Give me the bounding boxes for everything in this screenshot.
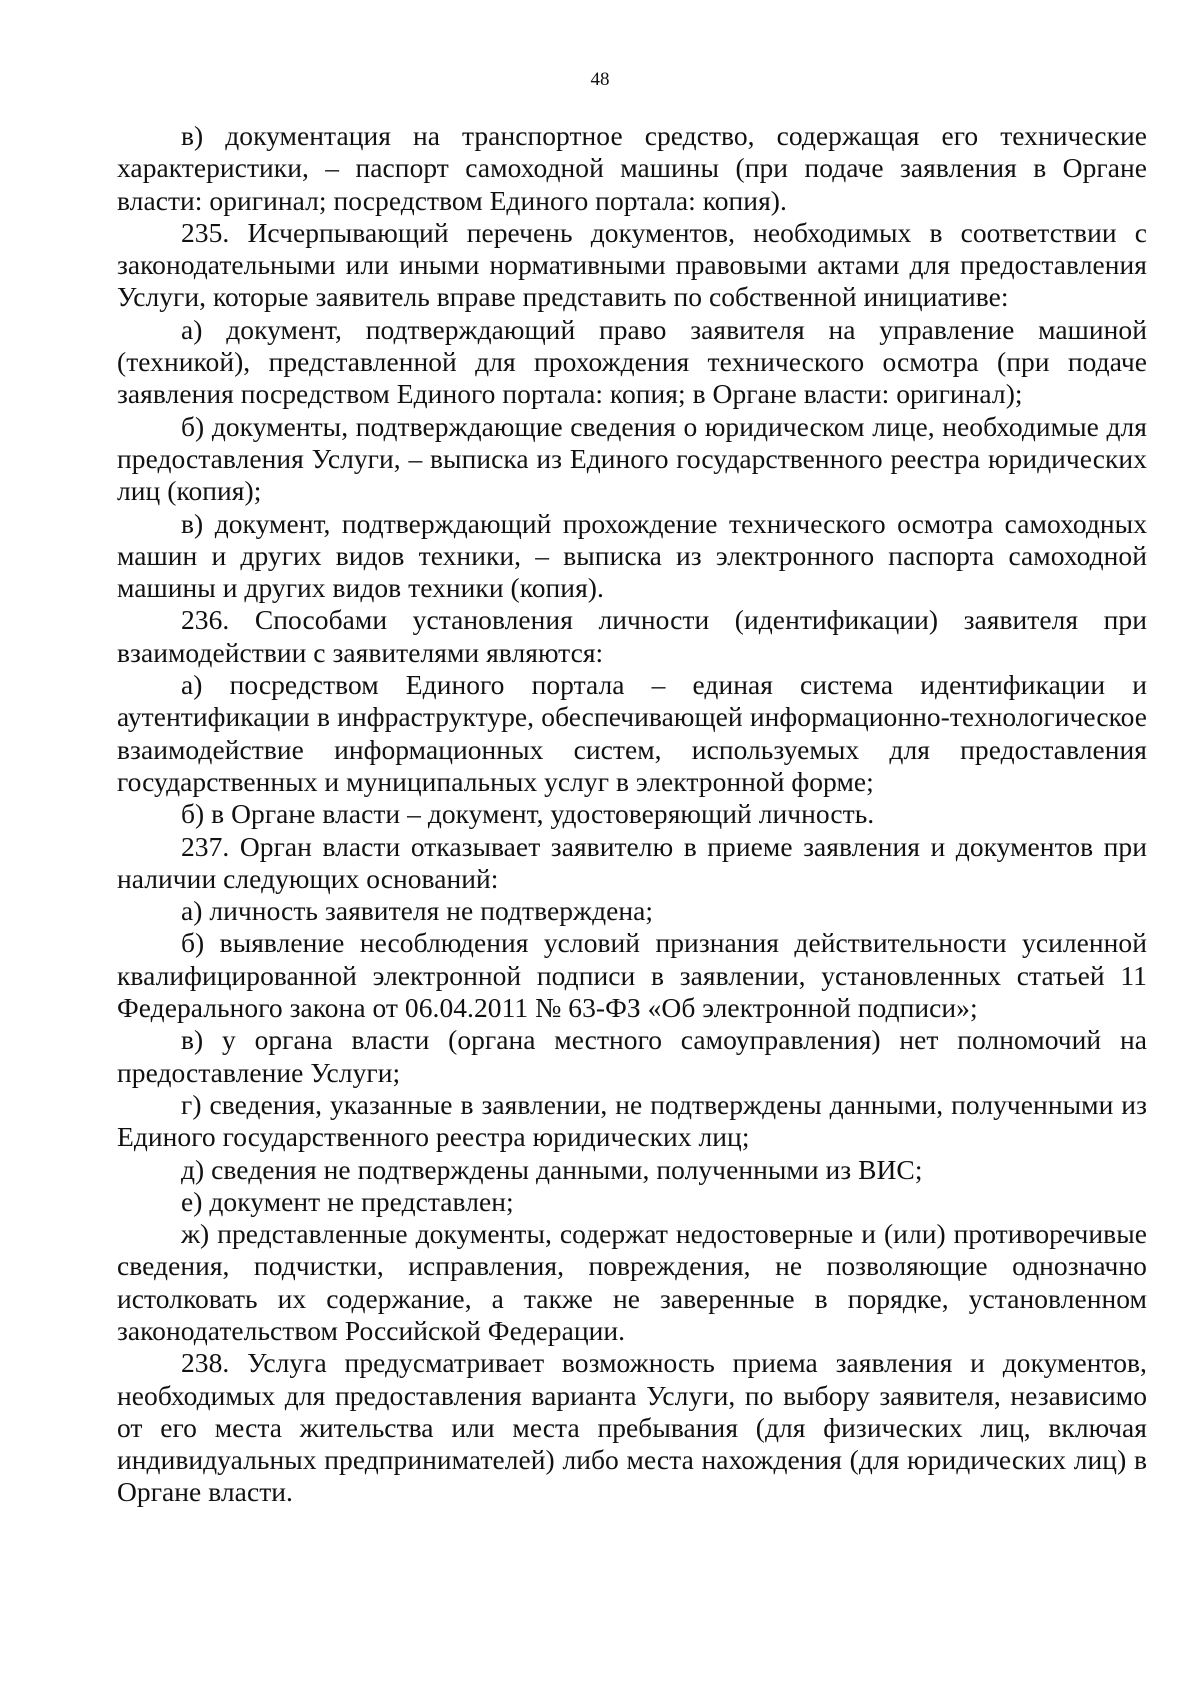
paragraph-236-item-a: а) посредством Единого портала – единая система идентификации и аутентификации в инфраструктуре, обеспечивающей информационно-технологическое взаимодействие информационных систем, используемых для предоставления государственных и муниципальных услуг в электронной форме; [117,669,1147,797]
paragraph-237-item-zh: ж) представленные документы, содержат недостоверные и (или) противоречивые сведения, подчистки, исправления, повреждения, не позволяющие однозначно истолковать их содержание, а также не заверенные в порядке, установленном законодательством Российской Федерации. [117,1218,1147,1346]
paragraph-237-item-v: в) у органа власти (органа местного самоуправления) нет полномочий на предоставление Услуги; [117,1024,1147,1088]
paragraph-235-item-v: в) документ, подтверждающий прохождение технического осмотра самоходных машин и других видов техники, – выписка из электронного паспорта самоходной машины и других видов техники (копия). [117,507,1147,604]
document-body [117,120,1147,1509]
paragraph-237-item-b: б) выявление несоблюдения условий признания действительности усиленной квалифицированной электронной подписи в заявлении, установленных статьей 11 Федерального закона от 06.04.2011 № 63-ФЗ «Об электронной подписи»; [117,927,1147,1024]
paragraph-236: 236. Способами установления личности (идентификации) заявителя при взаимодействии с заявителями являются: [117,604,1147,668]
paragraph-item-v-tech-docs: в) документация на транспортное средство, содержащая его технические характеристики, – паспорт самоходной машины (при подаче заявления в Органе власти: оригинал; посредством Единого портала: копия). [117,120,1147,216]
paragraph-237-item-d: д) сведения не подтверждены данными, полученными из ВИС; [181,1153,923,1185]
page-number: 48 [590,69,610,90]
paragraph-237: 237. Орган власти отказывает заявителю в приеме заявления и документов при наличии следующих оснований: [117,830,1147,894]
paragraph-238: 238. Услуга предусматривает возможность приема заявления и документов, необходимых для предоставления варианта Услуги, по выбору заявителя, независимо от его места жительства или места пребывания (для физических лиц, включая индивидуальных предпринимателей) либо места нахождения (для юридических лиц) в Органе власти. [117,1347,1147,1508]
paragraph-237-item-a: а) личность заявителя не подтверждена; [181,895,654,927]
paragraph-236-item-b: б) в Органе власти – документ, удостоверяющий личность. [181,798,875,830]
paragraph-235-item-a: а) документ, подтверждающий право заявителя на управление машиной (техникой), представленной для прохождения технического осмотра (при подаче заявления посредством Единого портала: копия; в Органе власти: оригинал); [117,313,1147,410]
paragraph-237-item-g: г) сведения, указанные в заявлении, не подтверждены данными, полученными из Единого государственного реестра юридических лиц; [117,1088,1147,1153]
paragraph-235-item-b: б) документы, подтверждающие сведения о юридическом лице, необходимые для предоставления Услуги, – выписка из Единого государственного реестра юридических лиц (копия); [117,410,1147,507]
paragraph-237-item-e: е) документ не представлен; [181,1185,514,1217]
paragraph-235: 235. Исчерпывающий перечень документов, необходимых в соответствии с законодательными или иными нормативными правовыми актами для предоставления Услуги, которые заявитель вправе представить по собственной инициативе: [117,216,1147,313]
